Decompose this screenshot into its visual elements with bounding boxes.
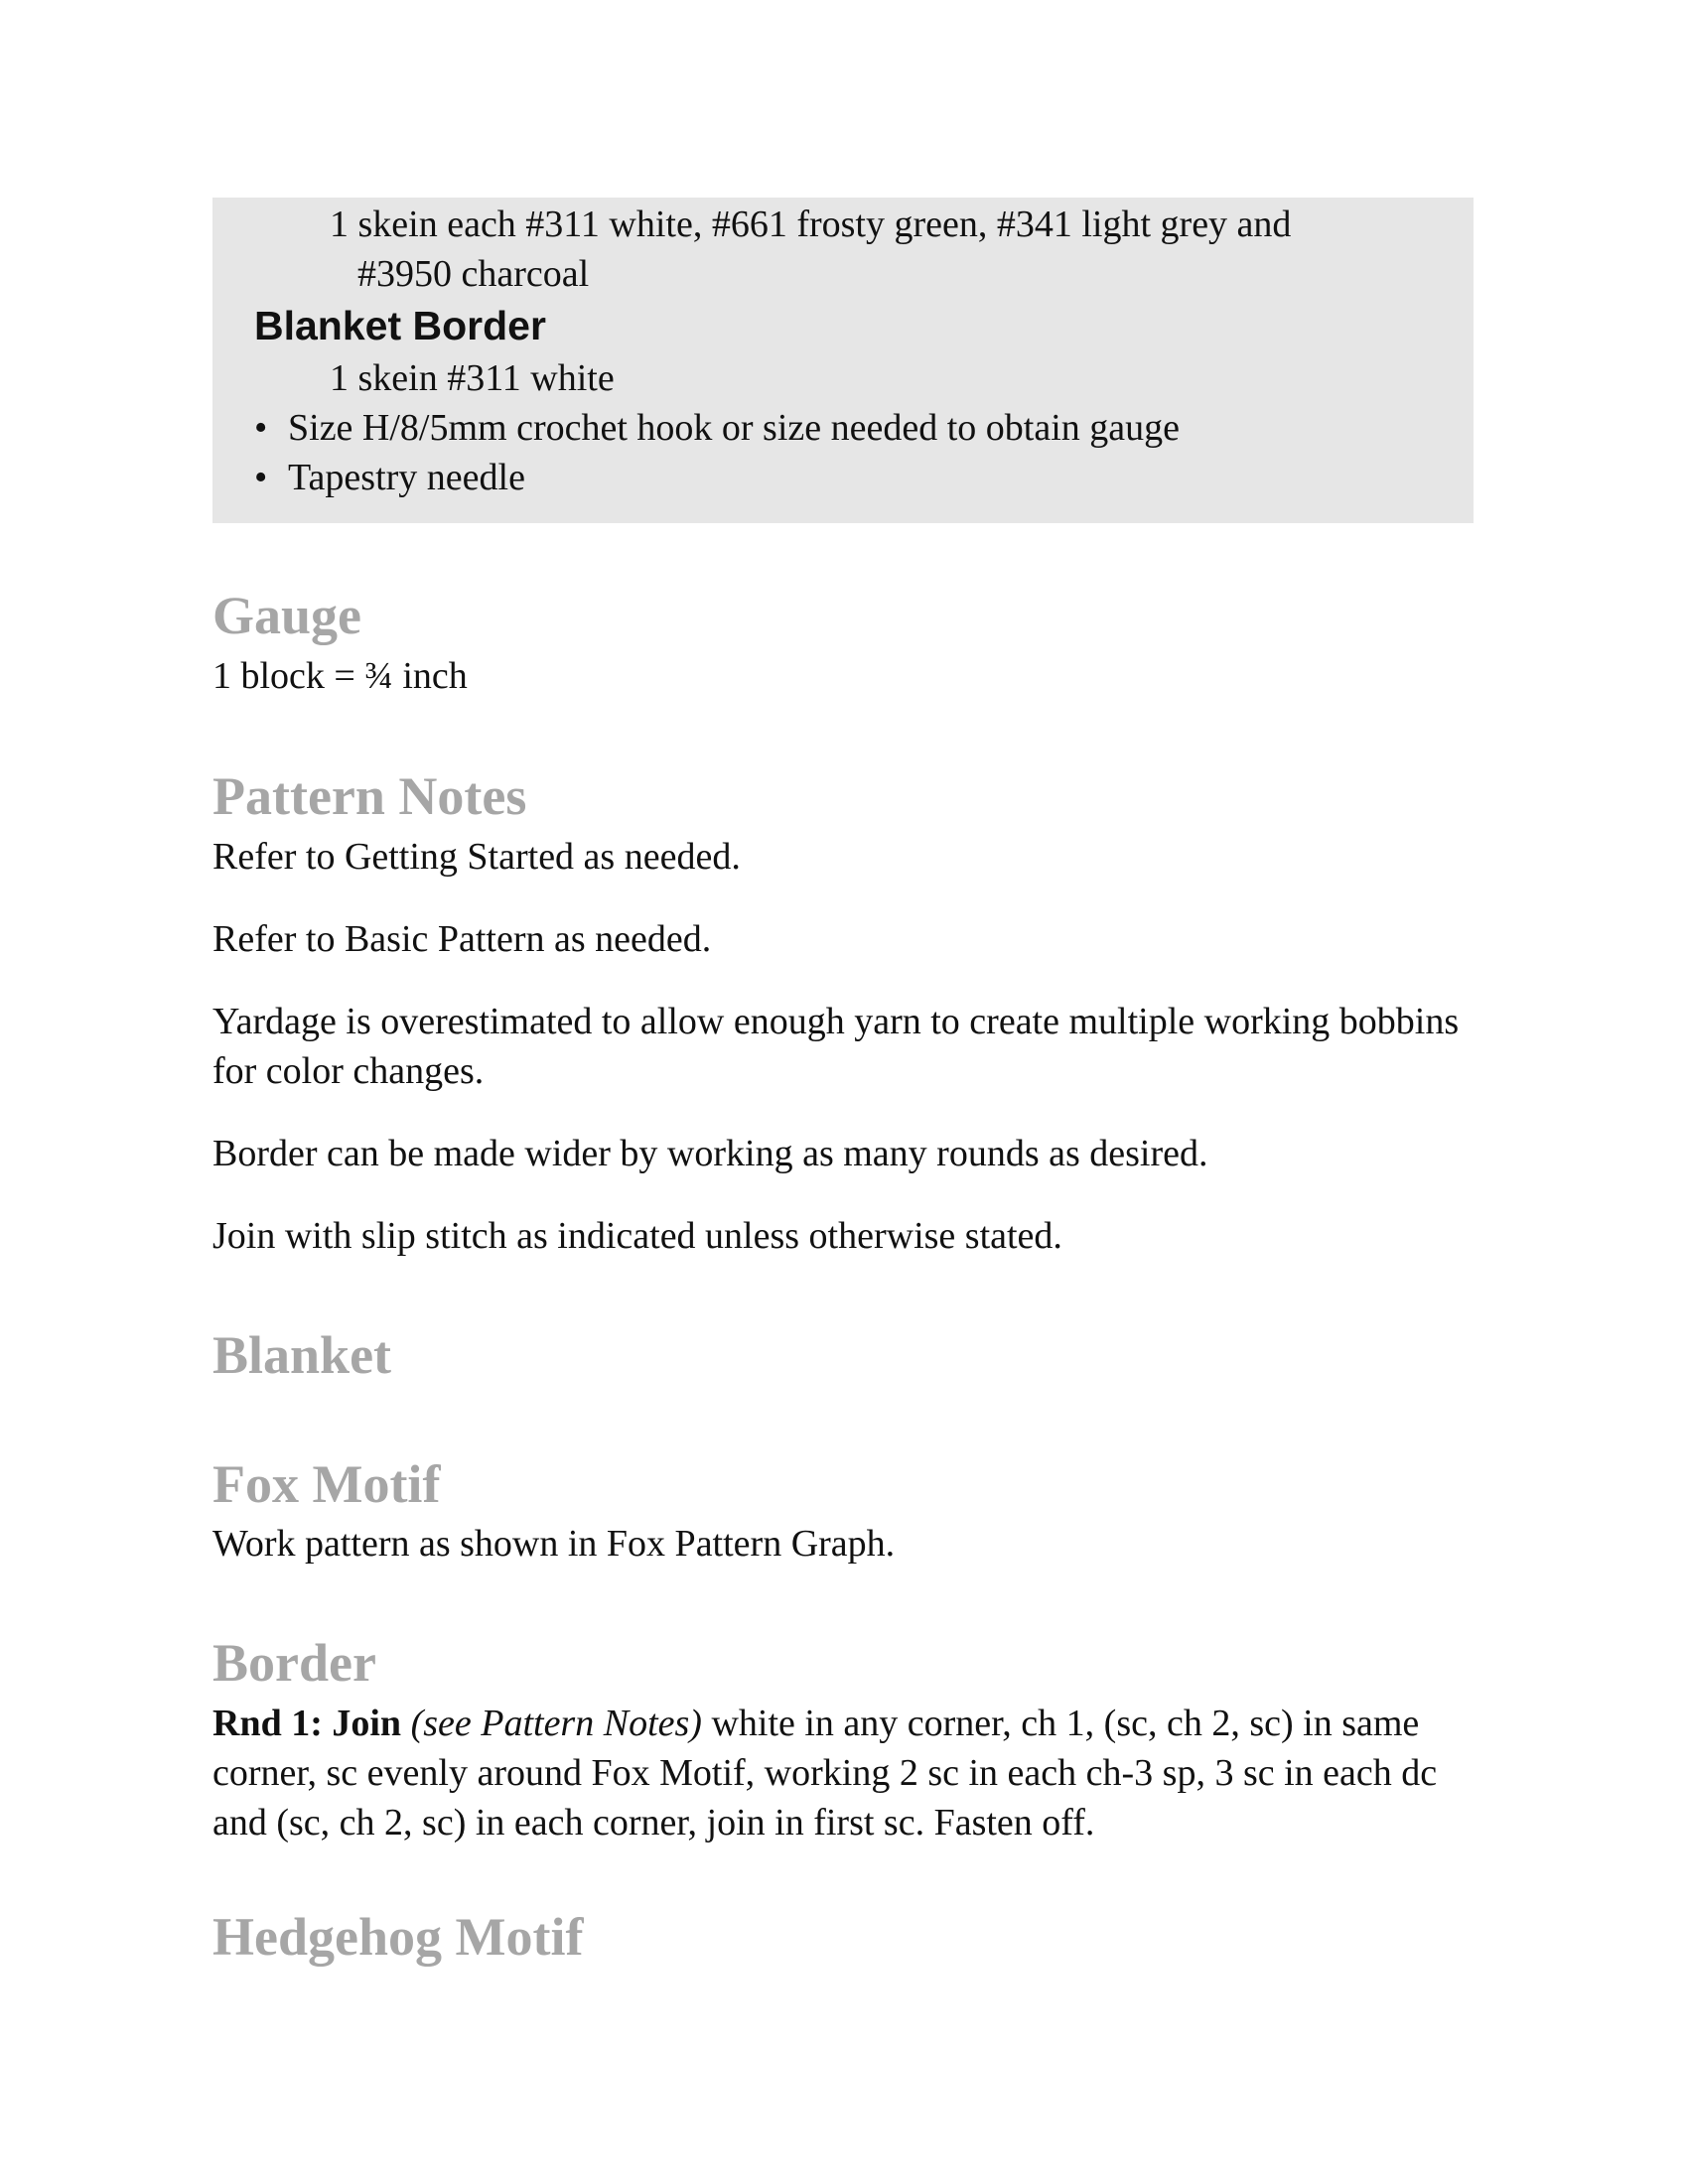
border-heading: Border xyxy=(212,1633,376,1693)
round-label: Rnd 1: Join xyxy=(212,1703,402,1744)
gauge-heading: Gauge xyxy=(212,586,362,645)
hedgehog-motif-heading: Hedgehog Motif xyxy=(212,1907,584,1967)
fox-motif-text: Work pattern as shown in Fox Pattern Graph. xyxy=(212,1523,896,1565)
yarn-line-2: 1 skein #311 white xyxy=(330,357,615,399)
pattern-note: Border can be made wider by working as many rounds as desired. xyxy=(212,1133,1208,1174)
round-reference: (see Pattern Notes) xyxy=(410,1703,702,1744)
pattern-notes-heading: Pattern Notes xyxy=(212,766,527,826)
pattern-note: Yardage is overestimated to allow enough yarn to create multiple working bobbins for color changes. xyxy=(212,1001,1460,1092)
bullet-dot-icon: • xyxy=(254,407,268,449)
bullet-dot-icon: • xyxy=(254,457,268,498)
tool-text: Tapestry needle xyxy=(288,457,525,498)
yarn-line-1a: 1 skein each #311 white, #661 frosty green, #341 light grey and xyxy=(330,204,1292,245)
yarn-line-1b: #3950 charcoal xyxy=(357,253,590,295)
blanket-heading: Blanket xyxy=(212,1325,392,1385)
materials-box xyxy=(212,198,1474,523)
pattern-note: Refer to Getting Started as needed. xyxy=(212,836,741,878)
tool-bullet-hook xyxy=(254,403,1180,453)
fox-motif-heading: Fox Motif xyxy=(212,1454,441,1514)
round-instructions: white in any corner, ch 1, (sc, ch 2, sc) in same corner, sc evenly around Fox Motif, working 2 sc in each ch-3 sp, 3 sc in each dc and (sc, ch 2, sc) in each corner, join in first sc. Fasten off. xyxy=(212,1703,1438,1843)
gauge-text: 1 block = ¾ inch xyxy=(212,655,468,697)
blanket-border-subhead: Blanket Border xyxy=(254,303,546,348)
pattern-note: Join with slip stitch as indicated unless otherwise stated. xyxy=(212,1215,1062,1257)
border-round-1 xyxy=(212,1699,1474,1847)
pattern-note: Refer to Basic Pattern as needed. xyxy=(212,918,712,960)
tool-bullet-needle xyxy=(254,453,525,502)
tool-text: Size H/8/5mm crochet hook or size needed to obtain gauge xyxy=(288,407,1181,449)
